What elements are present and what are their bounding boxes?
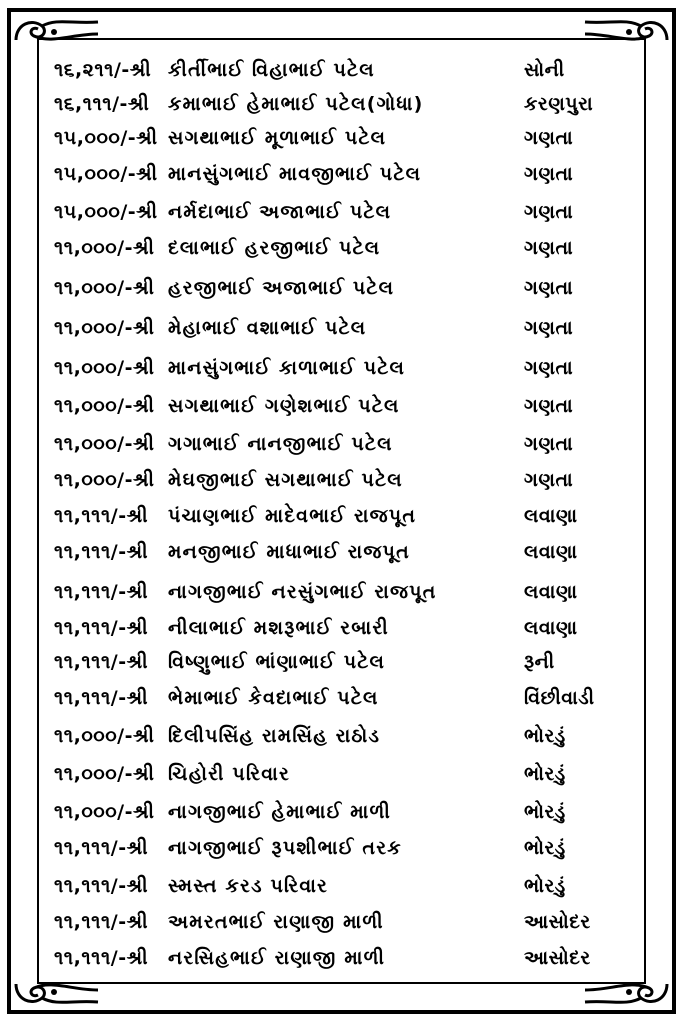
donation-amount: ૧૧,૦૦૦/-શ્રી bbox=[54, 763, 155, 785]
corner-ornament-bottom-left-icon bbox=[12, 970, 102, 1010]
donation-amount: ૧૧,૦૦૦/-શ્રી bbox=[54, 317, 155, 339]
donor-name: સ્મસ્ત કરડ પરિવાર bbox=[168, 875, 329, 897]
list-item bbox=[0, 718, 683, 754]
list-item bbox=[0, 52, 683, 88]
list-item bbox=[0, 498, 683, 534]
list-item bbox=[0, 756, 683, 792]
list-item bbox=[0, 86, 683, 122]
donor-village: લવાણા bbox=[524, 541, 578, 563]
list-item bbox=[0, 310, 683, 346]
corner-ornament-bottom-right-icon bbox=[581, 970, 671, 1010]
donor-name: કીર્તીભાઈ વિહાભાઈ પટેલ bbox=[168, 59, 375, 81]
donor-name: સગથાભાઈ ગણેશભાઈ પટેલ bbox=[168, 395, 400, 417]
list-item bbox=[0, 350, 683, 386]
donation-amount: ૧૧,૧૧૧/-શ્રી bbox=[54, 837, 149, 859]
donation-amount: ૧૫,૦૦૦/-શ્રી bbox=[54, 127, 158, 149]
donor-name: નાગજીભાઈ નરસુંગભાઈ રાજપૂત bbox=[168, 581, 437, 603]
donor-village: લવાણા bbox=[524, 581, 578, 603]
list-item bbox=[0, 904, 683, 940]
donation-amount: ૧૬,૨૧૧/-શ્રી bbox=[54, 59, 152, 81]
donor-name: હરજીભાઈ અજાભાઈ પટેલ bbox=[168, 277, 395, 299]
list-item bbox=[0, 830, 683, 866]
donation-amount: ૧૧,૧૧૧/-શ્રી bbox=[54, 651, 149, 673]
donor-village: ભોરડું bbox=[524, 725, 566, 747]
donor-village: રૂની bbox=[524, 651, 555, 673]
list-item bbox=[0, 194, 683, 230]
donor-name: માનસુંગભાઈ કાળાભાઈ પટેલ bbox=[168, 357, 406, 379]
donation-amount: ૧૧,૧૧૧/-શ્રી bbox=[54, 581, 149, 603]
list-item bbox=[0, 868, 683, 904]
donor-village: ગણતા bbox=[524, 163, 574, 185]
donor-village: ગણતા bbox=[524, 317, 574, 339]
donation-amount: ૧૫,૦૦૦/-શ્રી bbox=[54, 201, 158, 223]
donation-amount: ૧૧,૦૦૦/-શ્રી bbox=[54, 801, 155, 823]
donation-amount: ૧૧,૦૦૦/-શ્રી bbox=[54, 277, 155, 299]
donor-village: ભોરડું bbox=[524, 801, 566, 823]
donor-name: મેહાભાઈ વશાભાઈ પટેલ bbox=[168, 317, 367, 339]
list-item bbox=[0, 794, 683, 830]
donor-village: ગણતા bbox=[524, 433, 574, 455]
donor-name: મેઘજીભાઈ સગથાભાઈ પટેલ bbox=[168, 469, 403, 491]
donor-name: ચિહોરી પરિવાર bbox=[168, 763, 290, 785]
donation-amount: ૧૧,૦૦૦/-શ્રી bbox=[54, 395, 155, 417]
donation-amount: ૧૧,૧૧૧/-શ્રી bbox=[54, 947, 149, 969]
donation-amount: ૧૫,૦૦૦/-શ્રી bbox=[54, 163, 158, 185]
donation-amount: ૧૧,૧૧૧/-શ્રી bbox=[54, 505, 149, 527]
donor-name: મનજીભાઈ માધાભાઈ રાજપૂત bbox=[168, 541, 410, 563]
donor-name: દલાભાઈ હરજીભાઈ પટેલ bbox=[168, 237, 381, 259]
donor-name: વિષ્ણુભાઈ ભાંણાભાઈ પટેલ bbox=[168, 651, 386, 673]
donor-village: ગણતા bbox=[524, 357, 574, 379]
list-item bbox=[0, 534, 683, 570]
donor-village: ભોરડું bbox=[524, 763, 566, 785]
donor-village: આસોદર bbox=[524, 911, 591, 933]
donation-amount: ૧૬,૧૧૧/-શ્રી bbox=[54, 93, 150, 115]
list-item bbox=[0, 462, 683, 498]
donor-village: લવાણા bbox=[524, 617, 578, 639]
donor-village: સોની bbox=[524, 59, 565, 81]
donor-name: સગથાભાઈ મૂળાભાઈ પટેલ bbox=[168, 127, 387, 149]
donor-village: કરણપુરા bbox=[524, 93, 594, 115]
list-item bbox=[0, 120, 683, 156]
donor-name: નીલાભાઈ મશરૂભાઈ રબારી bbox=[168, 617, 389, 639]
donor-village: વિંછીવાડી bbox=[524, 687, 595, 709]
donation-amount: ૧૧,૧૧૧/-શ્રી bbox=[54, 541, 149, 563]
donor-village: લવાણા bbox=[524, 505, 578, 527]
donor-village: ગણતા bbox=[524, 277, 574, 299]
corner-ornament-top-right-icon bbox=[581, 14, 671, 54]
donor-village: ગણતા bbox=[524, 237, 574, 259]
donation-amount: ૧૧,૦૦૦/-શ્રી bbox=[54, 725, 155, 747]
donation-amount: ૧૧,૦૦૦/-શ્રી bbox=[54, 237, 155, 259]
donation-amount: ૧૧,૦૦૦/-શ્રી bbox=[54, 357, 155, 379]
donor-name: ભેમાભાઈ કેવદાભાઈ પટેલ bbox=[168, 687, 379, 709]
list-item bbox=[0, 156, 683, 192]
list-item bbox=[0, 610, 683, 646]
donor-name: નાગજીભાઈ હેમાભાઈ માળી bbox=[168, 801, 391, 823]
donor-village: ગણતા bbox=[524, 395, 574, 417]
donation-amount: ૧૧,૧૧૧/-શ્રી bbox=[54, 875, 149, 897]
donor-name: ગગાભાઈ નાનજીભાઈ પટેલ bbox=[168, 433, 393, 455]
donation-amount: ૧૧,૧૧૧/-શ્રી bbox=[54, 911, 149, 933]
donation-amount: ૧૧,૦૦૦/-શ્રી bbox=[54, 469, 155, 491]
donor-name: નાગજીભાઈ રૂપશીભાઈ તરક bbox=[168, 837, 402, 859]
donor-name: કમાભાઈ હેમાભાઈ પટેલ(ગોધા) bbox=[168, 93, 424, 115]
list-item bbox=[0, 426, 683, 462]
donor-name: નર્મદાભાઈ અજાભાઈ પટેલ bbox=[168, 201, 392, 223]
donor-name: પંચાણભાઈ માદેવભાઈ રાજપૂત bbox=[168, 505, 417, 527]
list-item bbox=[0, 680, 683, 716]
donor-village: ગણતા bbox=[524, 469, 574, 491]
list-item bbox=[0, 940, 683, 976]
donation-amount: ૧૧,૧૧૧/-શ્રી bbox=[54, 687, 149, 709]
donor-village: ગણતા bbox=[524, 127, 574, 149]
donor-name: દિલીપસિંહ રામસિંહ રાઠોડ bbox=[168, 725, 381, 747]
donor-village: ગણતા bbox=[524, 201, 574, 223]
donor-name: માનસુંગભાઈ માવજીભાઈ પટેલ bbox=[168, 163, 422, 185]
list-item bbox=[0, 230, 683, 266]
donor-village: ભોરડું bbox=[524, 875, 566, 897]
list-item bbox=[0, 574, 683, 610]
donor-village: આસોદર bbox=[524, 947, 591, 969]
donation-amount: ૧૧,૦૦૦/-શ્રી bbox=[54, 433, 155, 455]
donor-name: અમરતભાઈ રાણાજી માળી bbox=[168, 911, 384, 933]
donation-amount: ૧૧,૧૧૧/-શ્રી bbox=[54, 617, 149, 639]
list-item bbox=[0, 644, 683, 680]
list-item bbox=[0, 270, 683, 306]
corner-ornament-top-left-icon bbox=[12, 14, 102, 54]
donor-name: નરસિહભાઈ રાણાજી માળી bbox=[168, 947, 386, 969]
list-item bbox=[0, 388, 683, 424]
donor-village: ભોરડું bbox=[524, 837, 566, 859]
